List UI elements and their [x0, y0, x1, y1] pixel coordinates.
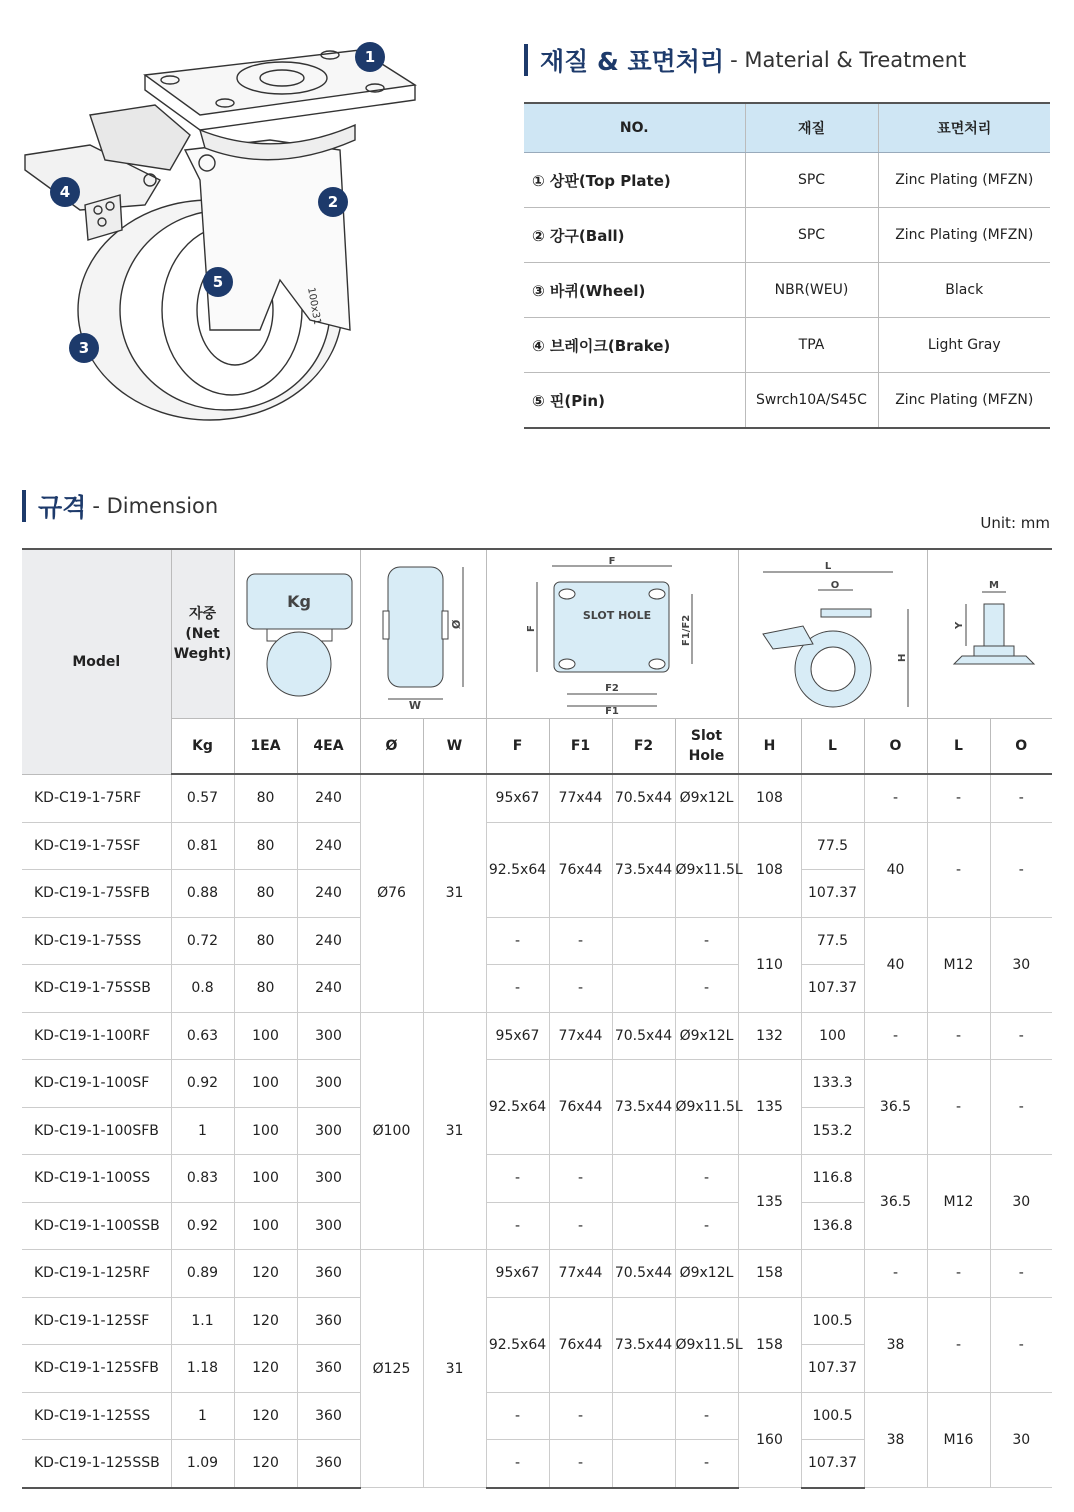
callout-2: 2	[318, 187, 348, 217]
table-cell: -	[675, 1392, 738, 1440]
table-cell: M12	[927, 917, 990, 1012]
table-cell: -	[990, 1012, 1052, 1060]
side-diagram-svg	[743, 554, 923, 714]
material-header-material: 재질	[745, 103, 878, 153]
load-4ea-cell: 240	[297, 965, 360, 1013]
table-cell: -	[927, 1297, 990, 1392]
model-cell: KD-C19-1-75SFB	[22, 870, 171, 918]
load-1ea-cell: 80	[234, 822, 297, 870]
table-row	[524, 208, 1050, 263]
table-cell: 40	[864, 822, 927, 917]
part-name: ④ 브레이크(Brake)	[524, 318, 745, 373]
load-1ea-cell: 120	[234, 1440, 297, 1488]
callout-1: 1	[355, 42, 385, 72]
load-4ea-cell: 360	[297, 1440, 360, 1488]
table-cell: 77x44	[549, 1012, 612, 1060]
table-cell: Ø9x12L	[675, 1250, 738, 1298]
wheel-marking: 100x31	[305, 286, 323, 326]
part-material: NBR(WEU)	[745, 263, 878, 318]
table-cell: 77.5	[801, 822, 864, 870]
caster-illustration	[10, 30, 440, 430]
weight-cell: 0.88	[171, 870, 234, 918]
table-cell: 95x67	[486, 1012, 549, 1060]
table-cell: -	[864, 774, 927, 822]
table-cell: 38	[864, 1392, 927, 1488]
table-cell: 36.5	[864, 1060, 927, 1155]
load-4ea-cell: 300	[297, 1060, 360, 1108]
dimension-section-title	[22, 488, 218, 524]
table-cell: 100.5	[801, 1392, 864, 1440]
table-cell: 158	[738, 1250, 801, 1298]
table-cell	[612, 1155, 675, 1203]
plate-diagram-svg	[492, 554, 732, 714]
column-header: 4EA	[297, 719, 360, 775]
table-cell: 70.5x44	[612, 774, 675, 822]
table-row	[22, 1012, 1052, 1060]
l-label: L	[824, 561, 831, 572]
column-header: Slot Hole	[675, 719, 738, 775]
model-cell: KD-C19-1-100SS	[22, 1155, 171, 1203]
table-cell: 100.5	[801, 1297, 864, 1345]
weight-cell: 0.72	[171, 917, 234, 965]
table-row	[22, 1250, 1052, 1298]
part-treatment: Black	[878, 263, 1050, 318]
load-4ea-cell: 300	[297, 1107, 360, 1155]
model-cell: KD-C19-1-100SSB	[22, 1202, 171, 1250]
table-cell: -	[990, 1297, 1052, 1392]
table-cell: 76x44	[549, 1060, 612, 1155]
column-header: L	[927, 719, 990, 775]
load-4ea-cell: 360	[297, 1392, 360, 1440]
table-cell	[612, 1440, 675, 1488]
table-cell: 116.8	[801, 1155, 864, 1203]
f-side-label: F	[526, 625, 537, 632]
column-header: Ø	[360, 719, 423, 775]
load-1ea-cell: 120	[234, 1392, 297, 1440]
table-cell: 100	[801, 1012, 864, 1060]
table-row	[22, 1060, 1052, 1108]
model-cell: KD-C19-1-100SFB	[22, 1107, 171, 1155]
weight-cell: 0.8	[171, 965, 234, 1013]
unit-label: Unit: mm	[980, 514, 1050, 532]
load-1ea-cell: 100	[234, 1012, 297, 1060]
weight-cell: 0.83	[171, 1155, 234, 1203]
table-cell: 132	[738, 1012, 801, 1060]
table-row	[22, 1392, 1052, 1440]
y-label: Y	[953, 621, 965, 629]
table-cell: -	[675, 965, 738, 1013]
material-section-title	[524, 42, 966, 78]
dimension-table	[22, 548, 1052, 1489]
table-cell: -	[990, 1250, 1052, 1298]
column-header: W	[423, 719, 486, 775]
table-cell: 77x44	[549, 1250, 612, 1298]
table-cell	[612, 965, 675, 1013]
table-cell: 40	[864, 917, 927, 1012]
part-material: TPA	[745, 318, 878, 373]
column-header: F2	[612, 719, 675, 775]
material-title-en: - Material & Treatment	[730, 48, 967, 72]
table-row	[22, 774, 1052, 822]
table-cell: -	[549, 1392, 612, 1440]
column-header: F	[486, 719, 549, 775]
table-cell	[612, 917, 675, 965]
table-cell: -	[927, 774, 990, 822]
table-cell: 92.5x64	[486, 822, 549, 917]
load-diagram	[234, 549, 360, 719]
model-cell: KD-C19-1-100SF	[22, 1060, 171, 1108]
weight-cell: 0.92	[171, 1202, 234, 1250]
table-cell: 107.37	[801, 1345, 864, 1393]
table-row	[524, 263, 1050, 318]
table-cell: -	[486, 917, 549, 965]
load-1ea-cell: 80	[234, 870, 297, 918]
table-cell: Ø9x11.5L	[675, 1060, 738, 1155]
weight-cell: 0.89	[171, 1250, 234, 1298]
table-cell: 73.5x44	[612, 822, 675, 917]
load-4ea-cell: 300	[297, 1202, 360, 1250]
table-cell: 158	[738, 1297, 801, 1392]
part-material: SPC	[745, 208, 878, 263]
table-cell: 95x67	[486, 1250, 549, 1298]
table-cell: Ø9x11.5L	[675, 1297, 738, 1392]
table-cell: -	[990, 1060, 1052, 1155]
load-4ea-cell: 240	[297, 870, 360, 918]
wheel-diagram	[360, 549, 486, 719]
wheel-diagram-svg	[368, 559, 478, 709]
column-header: 1EA	[234, 719, 297, 775]
table-cell: 92.5x64	[486, 1297, 549, 1392]
stem-diagram	[927, 549, 1052, 719]
table-cell: -	[675, 1155, 738, 1203]
material-table	[524, 102, 1050, 429]
weight-cell: 1	[171, 1107, 234, 1155]
model-header: Model	[22, 549, 171, 774]
table-cell: 107.37	[801, 870, 864, 918]
column-header: L	[801, 719, 864, 775]
table-cell: 73.5x44	[612, 1060, 675, 1155]
table-row	[22, 917, 1052, 965]
material-header-treatment: 표면처리	[878, 103, 1050, 153]
table-row	[524, 318, 1050, 373]
weight-header: 자중 (Net Weght)	[171, 549, 234, 719]
table-cell: 110	[738, 917, 801, 1012]
column-header: O	[990, 719, 1052, 775]
weight-cell: 0.92	[171, 1060, 234, 1108]
load-1ea-cell: 80	[234, 774, 297, 822]
dimension-title-ko: 규격	[38, 493, 87, 522]
part-name: ① 상판(Top Plate)	[524, 153, 745, 208]
table-cell: 160	[738, 1392, 801, 1488]
table-cell: 38	[864, 1297, 927, 1392]
part-treatment: Zinc Plating (MFZN)	[878, 208, 1050, 263]
table-cell: 153.2	[801, 1107, 864, 1155]
kg-label: Kg	[287, 592, 311, 611]
load-4ea-cell: 360	[297, 1297, 360, 1345]
model-cell: KD-C19-1-125SF	[22, 1297, 171, 1345]
material-title-ko: 재질 & 표면처리	[540, 47, 725, 76]
table-cell: -	[549, 1202, 612, 1250]
table-cell: Ø9x12L	[675, 1012, 738, 1060]
table-cell: -	[486, 965, 549, 1013]
load-1ea-cell: 100	[234, 1060, 297, 1108]
phi-label: Ø	[450, 619, 463, 629]
table-cell: 30	[990, 917, 1052, 1012]
table-cell: 133.3	[801, 1060, 864, 1108]
table-cell: -	[486, 1202, 549, 1250]
callout-4: 4	[50, 177, 80, 207]
diameter-cell: Ø100	[360, 1012, 423, 1250]
part-name: ③ 바퀴(Wheel)	[524, 263, 745, 318]
table-cell: -	[927, 1060, 990, 1155]
table-cell: -	[549, 1155, 612, 1203]
model-cell: KD-C19-1-125SSB	[22, 1440, 171, 1488]
load-diagram-svg	[237, 569, 357, 699]
table-cell: -	[549, 1440, 612, 1488]
table-cell: -	[927, 1012, 990, 1060]
table-cell: -	[549, 917, 612, 965]
table-cell	[801, 1250, 864, 1298]
f1f2-label: F1/F2	[681, 614, 692, 646]
table-row	[22, 822, 1052, 870]
table-cell: 136.8	[801, 1202, 864, 1250]
slot-hole-label: SLOT HOLE	[582, 609, 652, 622]
table-cell: 107.37	[801, 965, 864, 1013]
table-cell: 77.5	[801, 917, 864, 965]
stem-diagram-svg	[930, 574, 1050, 694]
table-cell: -	[675, 1440, 738, 1488]
f2-label: F2	[605, 683, 619, 694]
load-4ea-cell: 240	[297, 774, 360, 822]
part-treatment: Light Gray	[878, 318, 1050, 373]
table-cell: 95x67	[486, 774, 549, 822]
table-cell: 135	[738, 1155, 801, 1250]
weight-cell: 1.18	[171, 1345, 234, 1393]
table-cell: 70.5x44	[612, 1250, 675, 1298]
model-cell: KD-C19-1-75SS	[22, 917, 171, 965]
column-header: H	[738, 719, 801, 775]
table-cell: -	[675, 917, 738, 965]
table-cell: 70.5x44	[612, 1012, 675, 1060]
table-cell: Ø9x12L	[675, 774, 738, 822]
weight-cell: 0.57	[171, 774, 234, 822]
callout-5: 5	[203, 267, 233, 297]
load-4ea-cell: 360	[297, 1250, 360, 1298]
load-4ea-cell: 240	[297, 822, 360, 870]
table-row	[524, 153, 1050, 208]
width-cell: 31	[423, 1012, 486, 1250]
w-label: W	[408, 699, 422, 709]
table-cell: 30	[990, 1155, 1052, 1250]
model-cell: KD-C19-1-125RF	[22, 1250, 171, 1298]
table-cell: 135	[738, 1060, 801, 1155]
plate-diagram	[486, 549, 738, 719]
table-cell: M16	[927, 1392, 990, 1488]
table-cell: -	[864, 1012, 927, 1060]
table-cell: Ø9x11.5L	[675, 822, 738, 917]
table-row	[22, 1297, 1052, 1345]
model-cell: KD-C19-1-125SFB	[22, 1345, 171, 1393]
table-cell: 76x44	[549, 1297, 612, 1392]
table-cell: -	[549, 965, 612, 1013]
table-cell	[801, 774, 864, 822]
table-cell: 77x44	[549, 774, 612, 822]
table-cell: -	[486, 1155, 549, 1203]
table-cell: -	[927, 822, 990, 917]
weight-cell: 1	[171, 1392, 234, 1440]
m-label: M	[988, 580, 999, 591]
model-cell: KD-C19-1-75RF	[22, 774, 171, 822]
table-row	[22, 1155, 1052, 1203]
table-cell	[612, 1202, 675, 1250]
load-1ea-cell: 120	[234, 1345, 297, 1393]
table-cell: M12	[927, 1155, 990, 1250]
part-material: SPC	[745, 153, 878, 208]
part-treatment: Zinc Plating (MFZN)	[878, 153, 1050, 208]
load-4ea-cell: 360	[297, 1345, 360, 1393]
table-cell: -	[927, 1250, 990, 1298]
table-cell: 73.5x44	[612, 1297, 675, 1392]
h-label: H	[896, 653, 908, 662]
f-top-label: F	[608, 556, 616, 567]
f1-label: F1	[605, 706, 619, 714]
column-header: Kg	[171, 719, 234, 775]
weight-cell: 1.1	[171, 1297, 234, 1345]
load-1ea-cell: 100	[234, 1155, 297, 1203]
load-1ea-cell: 80	[234, 965, 297, 1013]
column-header: F1	[549, 719, 612, 775]
table-cell: -	[864, 1250, 927, 1298]
table-cell: -	[486, 1392, 549, 1440]
dimension-title-en: - Dimension	[92, 494, 219, 518]
width-cell: 31	[423, 774, 486, 1012]
model-cell: KD-C19-1-75SSB	[22, 965, 171, 1013]
load-4ea-cell: 240	[297, 917, 360, 965]
weight-cell: 1.09	[171, 1440, 234, 1488]
column-header: O	[864, 719, 927, 775]
caster-drawing	[10, 30, 440, 430]
table-cell: -	[486, 1440, 549, 1488]
part-name: ② 강구(Ball)	[524, 208, 745, 263]
part-name: ⑤ 핀(Pin)	[524, 373, 745, 429]
load-1ea-cell: 80	[234, 917, 297, 965]
diameter-cell: Ø76	[360, 774, 423, 1012]
model-cell: KD-C19-1-75SF	[22, 822, 171, 870]
weight-cell: 0.81	[171, 822, 234, 870]
load-4ea-cell: 300	[297, 1012, 360, 1060]
part-material: Swrch10A/S45C	[745, 373, 878, 429]
table-cell: 108	[738, 822, 801, 917]
table-cell: 92.5x64	[486, 1060, 549, 1155]
table-cell	[612, 1392, 675, 1440]
load-1ea-cell: 120	[234, 1250, 297, 1298]
load-1ea-cell: 120	[234, 1297, 297, 1345]
material-header-no: NO.	[524, 103, 745, 153]
width-cell: 31	[423, 1250, 486, 1488]
part-treatment: Zinc Plating (MFZN)	[878, 373, 1050, 429]
table-cell: 36.5	[864, 1155, 927, 1250]
table-cell: -	[990, 822, 1052, 917]
table-cell: 108	[738, 774, 801, 822]
diameter-cell: Ø125	[360, 1250, 423, 1488]
table-cell: -	[675, 1202, 738, 1250]
load-4ea-cell: 300	[297, 1155, 360, 1203]
table-cell: 107.37	[801, 1440, 864, 1488]
load-1ea-cell: 100	[234, 1107, 297, 1155]
load-1ea-cell: 100	[234, 1202, 297, 1250]
table-cell: 76x44	[549, 822, 612, 917]
model-cell: KD-C19-1-100RF	[22, 1012, 171, 1060]
table-row	[524, 373, 1050, 429]
weight-cell: 0.63	[171, 1012, 234, 1060]
model-cell: KD-C19-1-125SS	[22, 1392, 171, 1440]
o-label: O	[830, 580, 839, 591]
table-cell: 30	[990, 1392, 1052, 1488]
callout-3: 3	[69, 333, 99, 363]
side-diagram	[738, 549, 927, 719]
table-cell: -	[990, 774, 1052, 822]
